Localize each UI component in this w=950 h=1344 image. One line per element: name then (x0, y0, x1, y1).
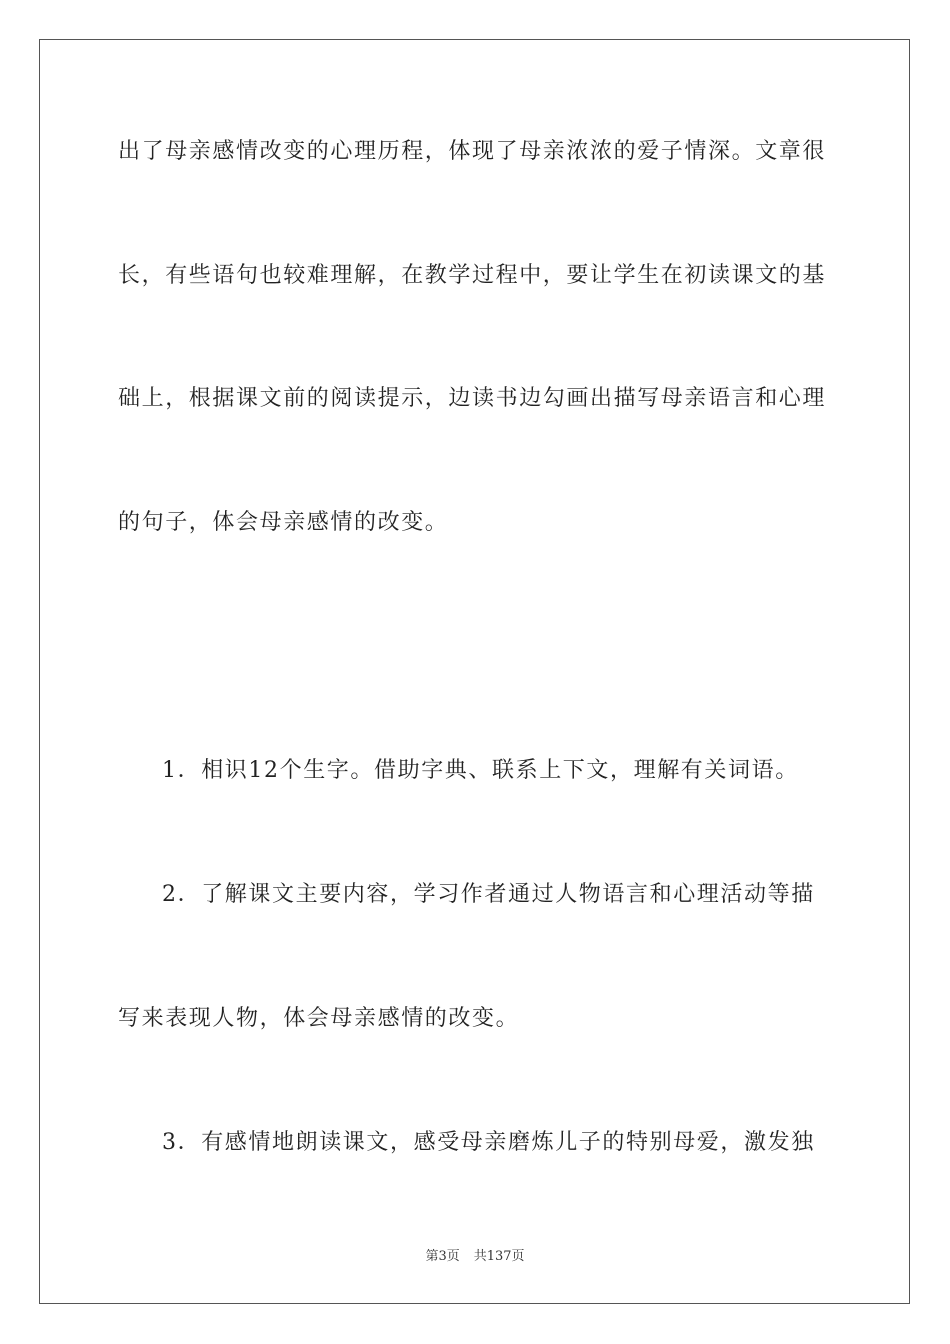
list-item-2-continuation: 写来表现人物，体会母亲感情的改变。 (118, 1006, 520, 1031)
page-number: 第3页 (425, 1249, 460, 1264)
page-footer (0, 1248, 950, 1266)
page-total: 共137页 (473, 1249, 525, 1264)
paragraph-line: 础上，根据课文前的阅读提示，边读书边勾画出描写母亲语言和心理 (118, 386, 827, 411)
list-item-1: 1．相识12个生字。借助字典、联系上下文，理解有关词语。 (162, 758, 799, 783)
paragraph-line: 出了母亲感情改变的心理历程，体现了母亲浓浓的爱子情深。文章很 (118, 139, 827, 164)
paragraph-line: 长，有些语句也较难理解，在教学过程中，要让学生在初读课文的基 (118, 263, 827, 288)
list-item-2: 2．了解课文主要内容，学习作者通过人物语言和心理活动等描 (162, 882, 815, 907)
page-border (39, 39, 910, 1304)
list-item-3: 3．有感情地朗读课文，感受母亲磨炼儿子的特别母爱，激发独 (162, 1130, 815, 1155)
paragraph-line: 的句子，体会母亲感情的改变。 (118, 510, 449, 535)
